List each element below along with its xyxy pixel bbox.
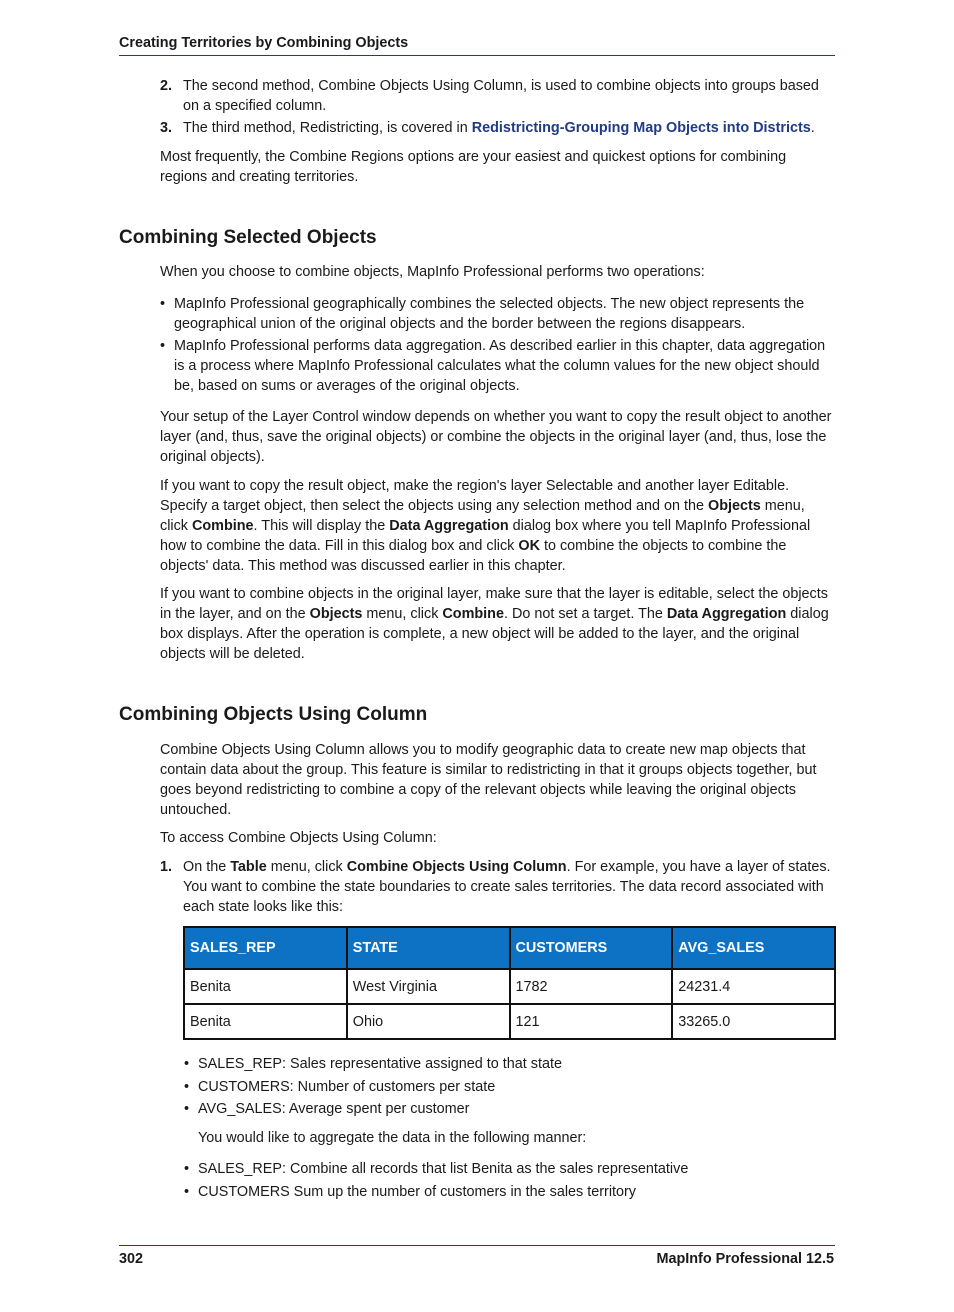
bullet-icon: • bbox=[160, 296, 166, 312]
column-header: AVG_SALES bbox=[672, 927, 835, 969]
para-combine-original: If you want to combine objects in the original layer, make sure that the layer is editable, select the objects in the layer, and on the Objects menu, click Combine. Do not set a target. The Data Aggregation dialog box displays. After the operation is complete, a new object will be added to the layer, and the original objects will be deleted. bbox=[160, 586, 829, 662]
footer-rule bbox=[119, 1245, 835, 1246]
list-item: CUSTOMERS Sum up the number of customers in the sales territory bbox=[198, 1184, 637, 1200]
list-number: 1. bbox=[160, 859, 173, 875]
aggregate-lead: You would like to aggregate the data in the following manner: bbox=[198, 1130, 587, 1146]
bullet-icon: • bbox=[184, 1184, 190, 1200]
bullet-icon: • bbox=[184, 1056, 190, 1072]
table-cell: Benita bbox=[184, 969, 347, 1004]
list-item: CUSTOMERS: Number of customers per state bbox=[198, 1079, 496, 1095]
column-header: CUSTOMERS bbox=[510, 927, 673, 969]
table-header-row bbox=[184, 927, 835, 969]
table-cell: 121 bbox=[510, 1004, 673, 1039]
data-record-table bbox=[183, 926, 836, 1040]
column-header: STATE bbox=[347, 927, 510, 969]
para-copy-result: If you want to copy the result object, make the region's layer Selectable and another layer Editable. Specify a target object, then select the objects using any selection method and on the Objects menu, click Combine. This will display the Data Aggregation dialog box where you tell MapInfo Professional how to combine the data. Fill in this dialog box and click OK to combine the objects to combine the objects' data. This method was discussed earlier in this chapter. bbox=[160, 478, 811, 574]
section-heading-combining-objects-using-column: Combining Objects Using Column bbox=[119, 704, 428, 725]
column-header: SALES_REP bbox=[184, 927, 347, 969]
bullet-icon: • bbox=[184, 1161, 190, 1177]
section2-para1: Combine Objects Using Column allows you to modify geographic data to create new map objects that contain data about the group. This feature is similar to redistricting in that it groups objects together, but goes beyond redistricting to combine a copy of the relevant objects while leaving the original objects untouched. bbox=[160, 742, 817, 818]
table-cell: Ohio bbox=[347, 1004, 510, 1039]
bullet-icon: • bbox=[184, 1079, 190, 1095]
list-item-text: The third method, Redistricting, is covered in Redistricting-Grouping Map Objects into Districts. bbox=[183, 120, 815, 136]
list-item-text: The second method, Combine Objects Using Column, is used to combine objects into groups based on a specified column. bbox=[183, 78, 819, 114]
para-layer-control-setup: Your setup of the Layer Control window depends on whether you want to copy the result object to another layer (and, thus, save the original objects) or combine the objects in the original layer (and, thus, lose the original objects). bbox=[160, 409, 832, 465]
table-cell: Benita bbox=[184, 1004, 347, 1039]
step-text: On the Table menu, click Combine Objects Using Column. For example, you have a layer of states. You want to combine the state boundaries to create sales territories. The data record associated with each state looks like this: bbox=[183, 859, 831, 915]
table-cell: 24231.4 bbox=[672, 969, 835, 1004]
table-row bbox=[184, 1004, 835, 1039]
section-heading-combining-selected-objects: Combining Selected Objects bbox=[119, 227, 377, 248]
list-item: SALES_REP: Sales representative assigned to that state bbox=[198, 1056, 562, 1072]
table-cell: 33265.0 bbox=[672, 1004, 835, 1039]
section2-para2: To access Combine Objects Using Column: bbox=[160, 830, 437, 846]
list-number: 3. bbox=[160, 120, 173, 136]
table-cell: West Virginia bbox=[347, 969, 510, 1004]
table-cell: 1782 bbox=[510, 969, 673, 1004]
table-row bbox=[184, 969, 835, 1004]
bullet-icon: • bbox=[184, 1101, 190, 1117]
list-number: 2. bbox=[160, 78, 173, 94]
intro-paragraph: Most frequently, the Combine Regions options are your easiest and quickest options for combining regions and creating territories. bbox=[160, 149, 787, 185]
list-item: MapInfo Professional geographically combines the selected objects. The new object represents the geographical union of the original objects and the border between the regions disappears. bbox=[174, 296, 805, 332]
header-rule bbox=[119, 55, 835, 56]
product-name: MapInfo Professional 12.5 bbox=[656, 1251, 834, 1267]
page-number: 302 bbox=[119, 1251, 144, 1267]
section1-lead: When you choose to combine objects, MapInfo Professional performs two operations: bbox=[160, 264, 705, 280]
list-item: SALES_REP: Combine all records that list Benita as the sales representative bbox=[198, 1161, 689, 1177]
redistricting-link[interactable]: Redistricting-Grouping Map Objects into Districts bbox=[471, 120, 811, 136]
list-item: AVG_SALES: Average spent per customer bbox=[198, 1101, 470, 1117]
bullet-icon: • bbox=[160, 338, 166, 354]
running-header: Creating Territories by Combining Objects bbox=[119, 35, 409, 51]
list-item: MapInfo Professional performs data aggregation. As described earlier in this chapter, data aggregation is a process where MapInfo Professional calculates what the column values for the new object should be, based on sums or averages of the original objects. bbox=[174, 338, 826, 394]
